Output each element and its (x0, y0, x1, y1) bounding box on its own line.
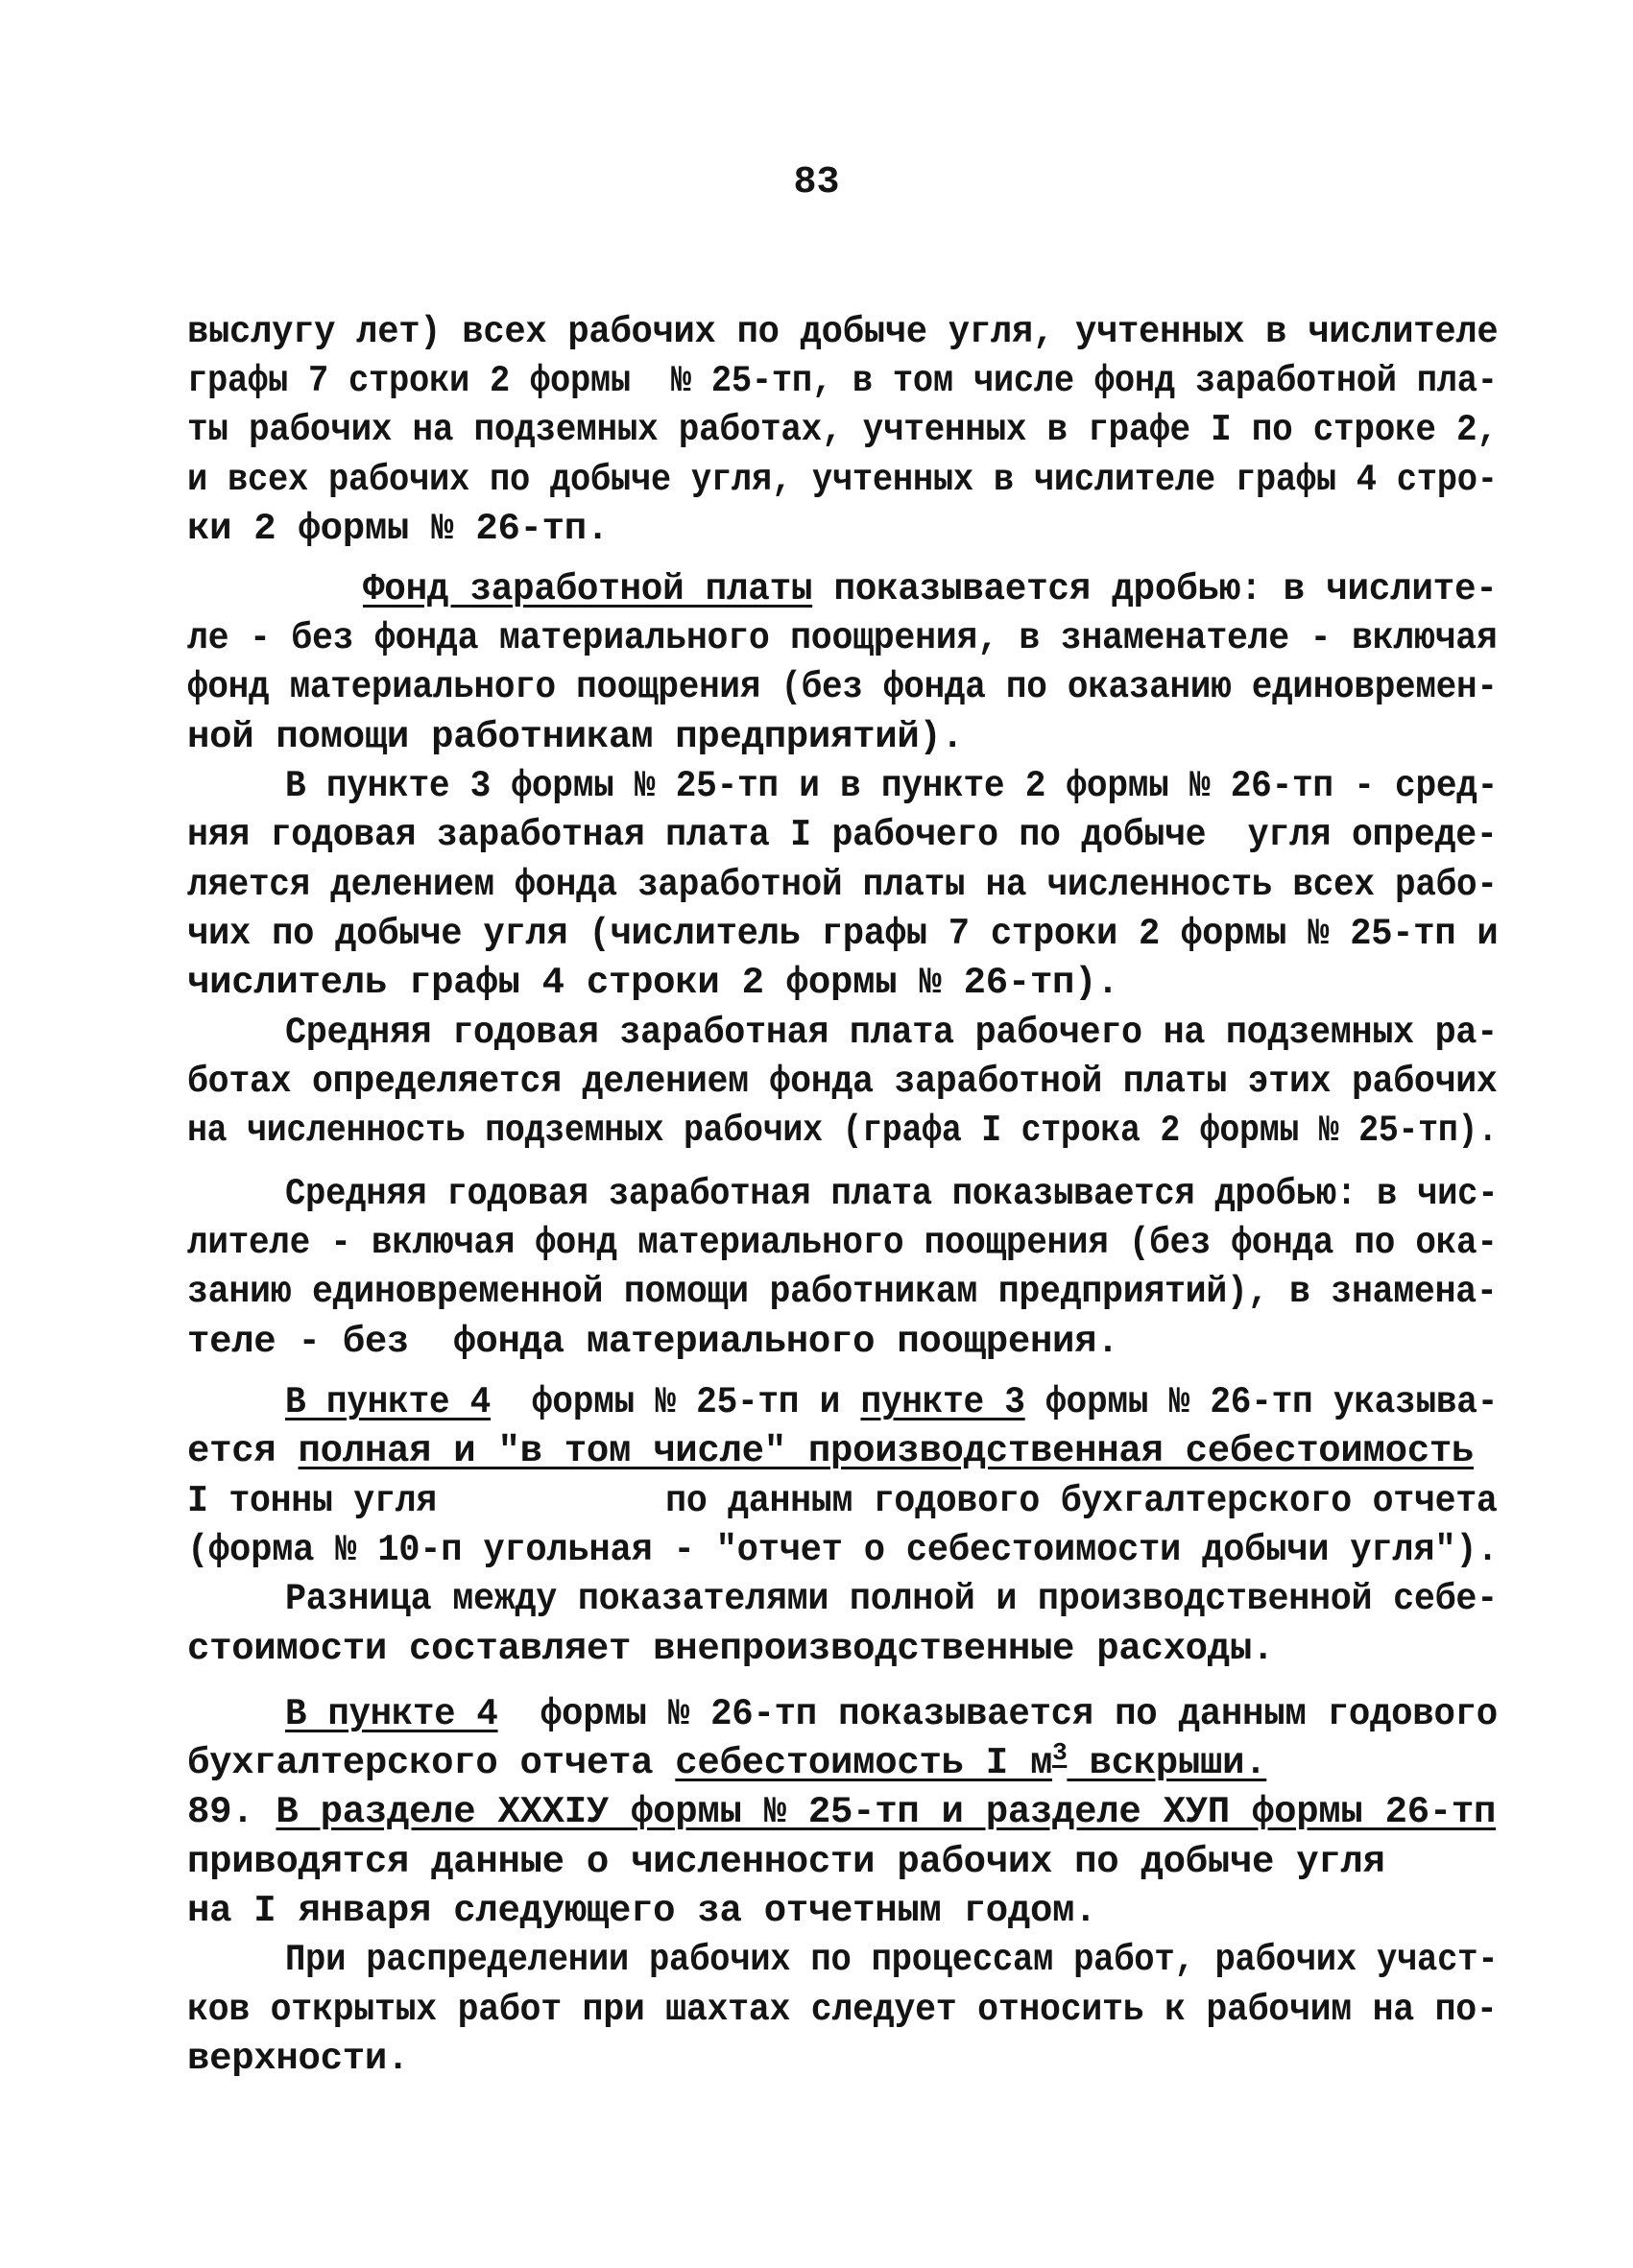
text-line (285, 1576, 1498, 1622)
text-line (187, 1527, 1498, 1573)
text-segment: графы 7 строки 2 формы № 25-тп, в том числе фонд заработной пла- (187, 360, 1498, 402)
text-segment: При распределении рабочих по процессам работ, рабочих участ- (285, 1939, 1499, 1981)
text-segment: чих по добыче угля (числитель графы 7 строки 2 формы № 25-тп и (187, 913, 1499, 955)
text-line (363, 566, 1498, 612)
text-segment: верхности. (187, 2038, 410, 2080)
text-segment: числитель графы 4 строки 2 формы № 26-тп). (187, 962, 1119, 1004)
underlined-text: В пункте 4 (285, 1381, 492, 1423)
text-line (187, 2036, 409, 2082)
text-segment: ботах определяется делением фонда заработной платы этих рабочих (187, 1061, 1498, 1103)
text-segment: I тонны угля по данным годового бухгалтерского отчета (187, 1480, 1498, 1522)
text-segment: ляется делением фонда заработной платы на численность всех рабо- (187, 864, 1498, 906)
text-line (285, 1010, 1498, 1056)
text-line (285, 1171, 1498, 1217)
text-line (187, 1319, 1118, 1365)
text-segment: выслугу лет) всех рабочих по добыче угля, учтенных в числителе (187, 311, 1499, 353)
underlined-text: Фонд заработной платы (363, 568, 813, 610)
text-line (187, 960, 1118, 1006)
underlined-text: пункте 3 (860, 1381, 1025, 1423)
text-segment: ты рабочих на подземных работах, учтенных в графе I по строке 2, (187, 409, 1498, 451)
text-segment: ков открытых работ при шахтах следует относить к рабочим на по- (187, 1989, 1498, 2031)
text-line (187, 1269, 1498, 1315)
text-line (187, 1740, 1266, 1786)
text-segment: Средняя годовая заработная плата рабочего на подземных ра- (285, 1012, 1498, 1054)
text-segment: В пункте 3 формы № 25-тп и в пункте 2 формы № 26-тп - сред- (285, 765, 1499, 807)
text-line (187, 812, 1498, 858)
text-line (285, 1691, 1498, 1737)
text-segment: ной помощи работникам предприятий). (187, 716, 964, 758)
underlined-text: 3 (1052, 1738, 1068, 1767)
text-segment: формы № 25-тп и (491, 1381, 861, 1423)
text-segment: 89. (187, 1791, 276, 1833)
text-segment: Средняя годовая заработная плата показывается дробью: в чис- (285, 1173, 1499, 1215)
text-segment: занию единовременной помощи работникам предприятий), в знамена- (187, 1271, 1498, 1313)
text-segment: фонд материального поощрения (без фонда по оказанию единовремен- (187, 666, 1498, 708)
underlined-text: В пункте 4 (285, 1693, 498, 1735)
page-number: 83 (793, 161, 840, 204)
text-segment: на I января следующего за отчетным годом. (187, 1890, 1097, 1932)
underlined-text: полная и "в том числе" производственная себестоимость (298, 1430, 1475, 1472)
text-line (187, 615, 1498, 661)
text-segment: няя годовая заработная плата I рабочего по добыче угля опреде- (187, 814, 1498, 856)
text-segment: стоимости составляет внепроизводственные расходы. (187, 1628, 1275, 1670)
text-line (285, 763, 1498, 809)
text-line (187, 714, 964, 760)
text-line (187, 664, 1498, 710)
text-segment: ется (187, 1430, 299, 1472)
text-segment: формы № 26-тп указыва- (1024, 1381, 1499, 1423)
text-line (187, 407, 1498, 453)
text-segment: приводятся данные о численности рабочих по добыче угля (187, 1841, 1385, 1883)
underlined-text: вскрыши. (1067, 1742, 1267, 1784)
text-line (187, 506, 609, 552)
text-segment: бухгалтерского отчета (187, 1742, 676, 1784)
text-segment: показывается дробью: в числите- (812, 568, 1498, 610)
text-line (285, 1937, 1498, 1983)
text-segment: Разница между показателями полной и производственной себе- (285, 1578, 1498, 1620)
text-line (187, 1888, 1096, 1934)
text-line (187, 1220, 1498, 1266)
text-line (187, 1987, 1498, 2033)
text-segment: на численность подземных рабочих (графа I строка 2 формы № 25-тп). (187, 1110, 1498, 1152)
text-line (187, 309, 1498, 355)
text-segment: ле - без фонда материального поощрения, в знаменателе - включая (187, 617, 1498, 659)
text-segment: лителе - включая фонд материального поощрения (без фонда по ока- (187, 1222, 1498, 1264)
text-line (187, 911, 1498, 957)
underlined-text: себестоимость I м (675, 1742, 1053, 1784)
text-line (187, 1789, 1496, 1835)
text-line (187, 1839, 1385, 1885)
underlined-text: В разделе XXXIУ формы № 25-тп и разделе ХУП формы 26-тп (276, 1791, 1497, 1833)
text-line (187, 1428, 1474, 1474)
text-line (187, 862, 1498, 908)
text-segment: (форма № 10-п угольная - "отчет о себестоимости добычи угля"). (187, 1529, 1499, 1571)
text-segment: ки 2 формы № 26-тп. (187, 508, 609, 550)
text-line (187, 1108, 1498, 1154)
text-segment: и всех рабочих по добыче угля, учтенных в числителе графы 4 стро- (187, 459, 1498, 501)
text-segment: теле - без фонда материального поощрения. (187, 1321, 1119, 1363)
text-line (285, 1379, 1498, 1425)
text-line (187, 1478, 1498, 1524)
text-segment: формы № 26-тп показывается по данным годового (497, 1693, 1498, 1735)
text-line (187, 1059, 1498, 1105)
text-line (187, 358, 1498, 404)
text-line (187, 457, 1498, 503)
text-line (187, 1626, 1274, 1672)
